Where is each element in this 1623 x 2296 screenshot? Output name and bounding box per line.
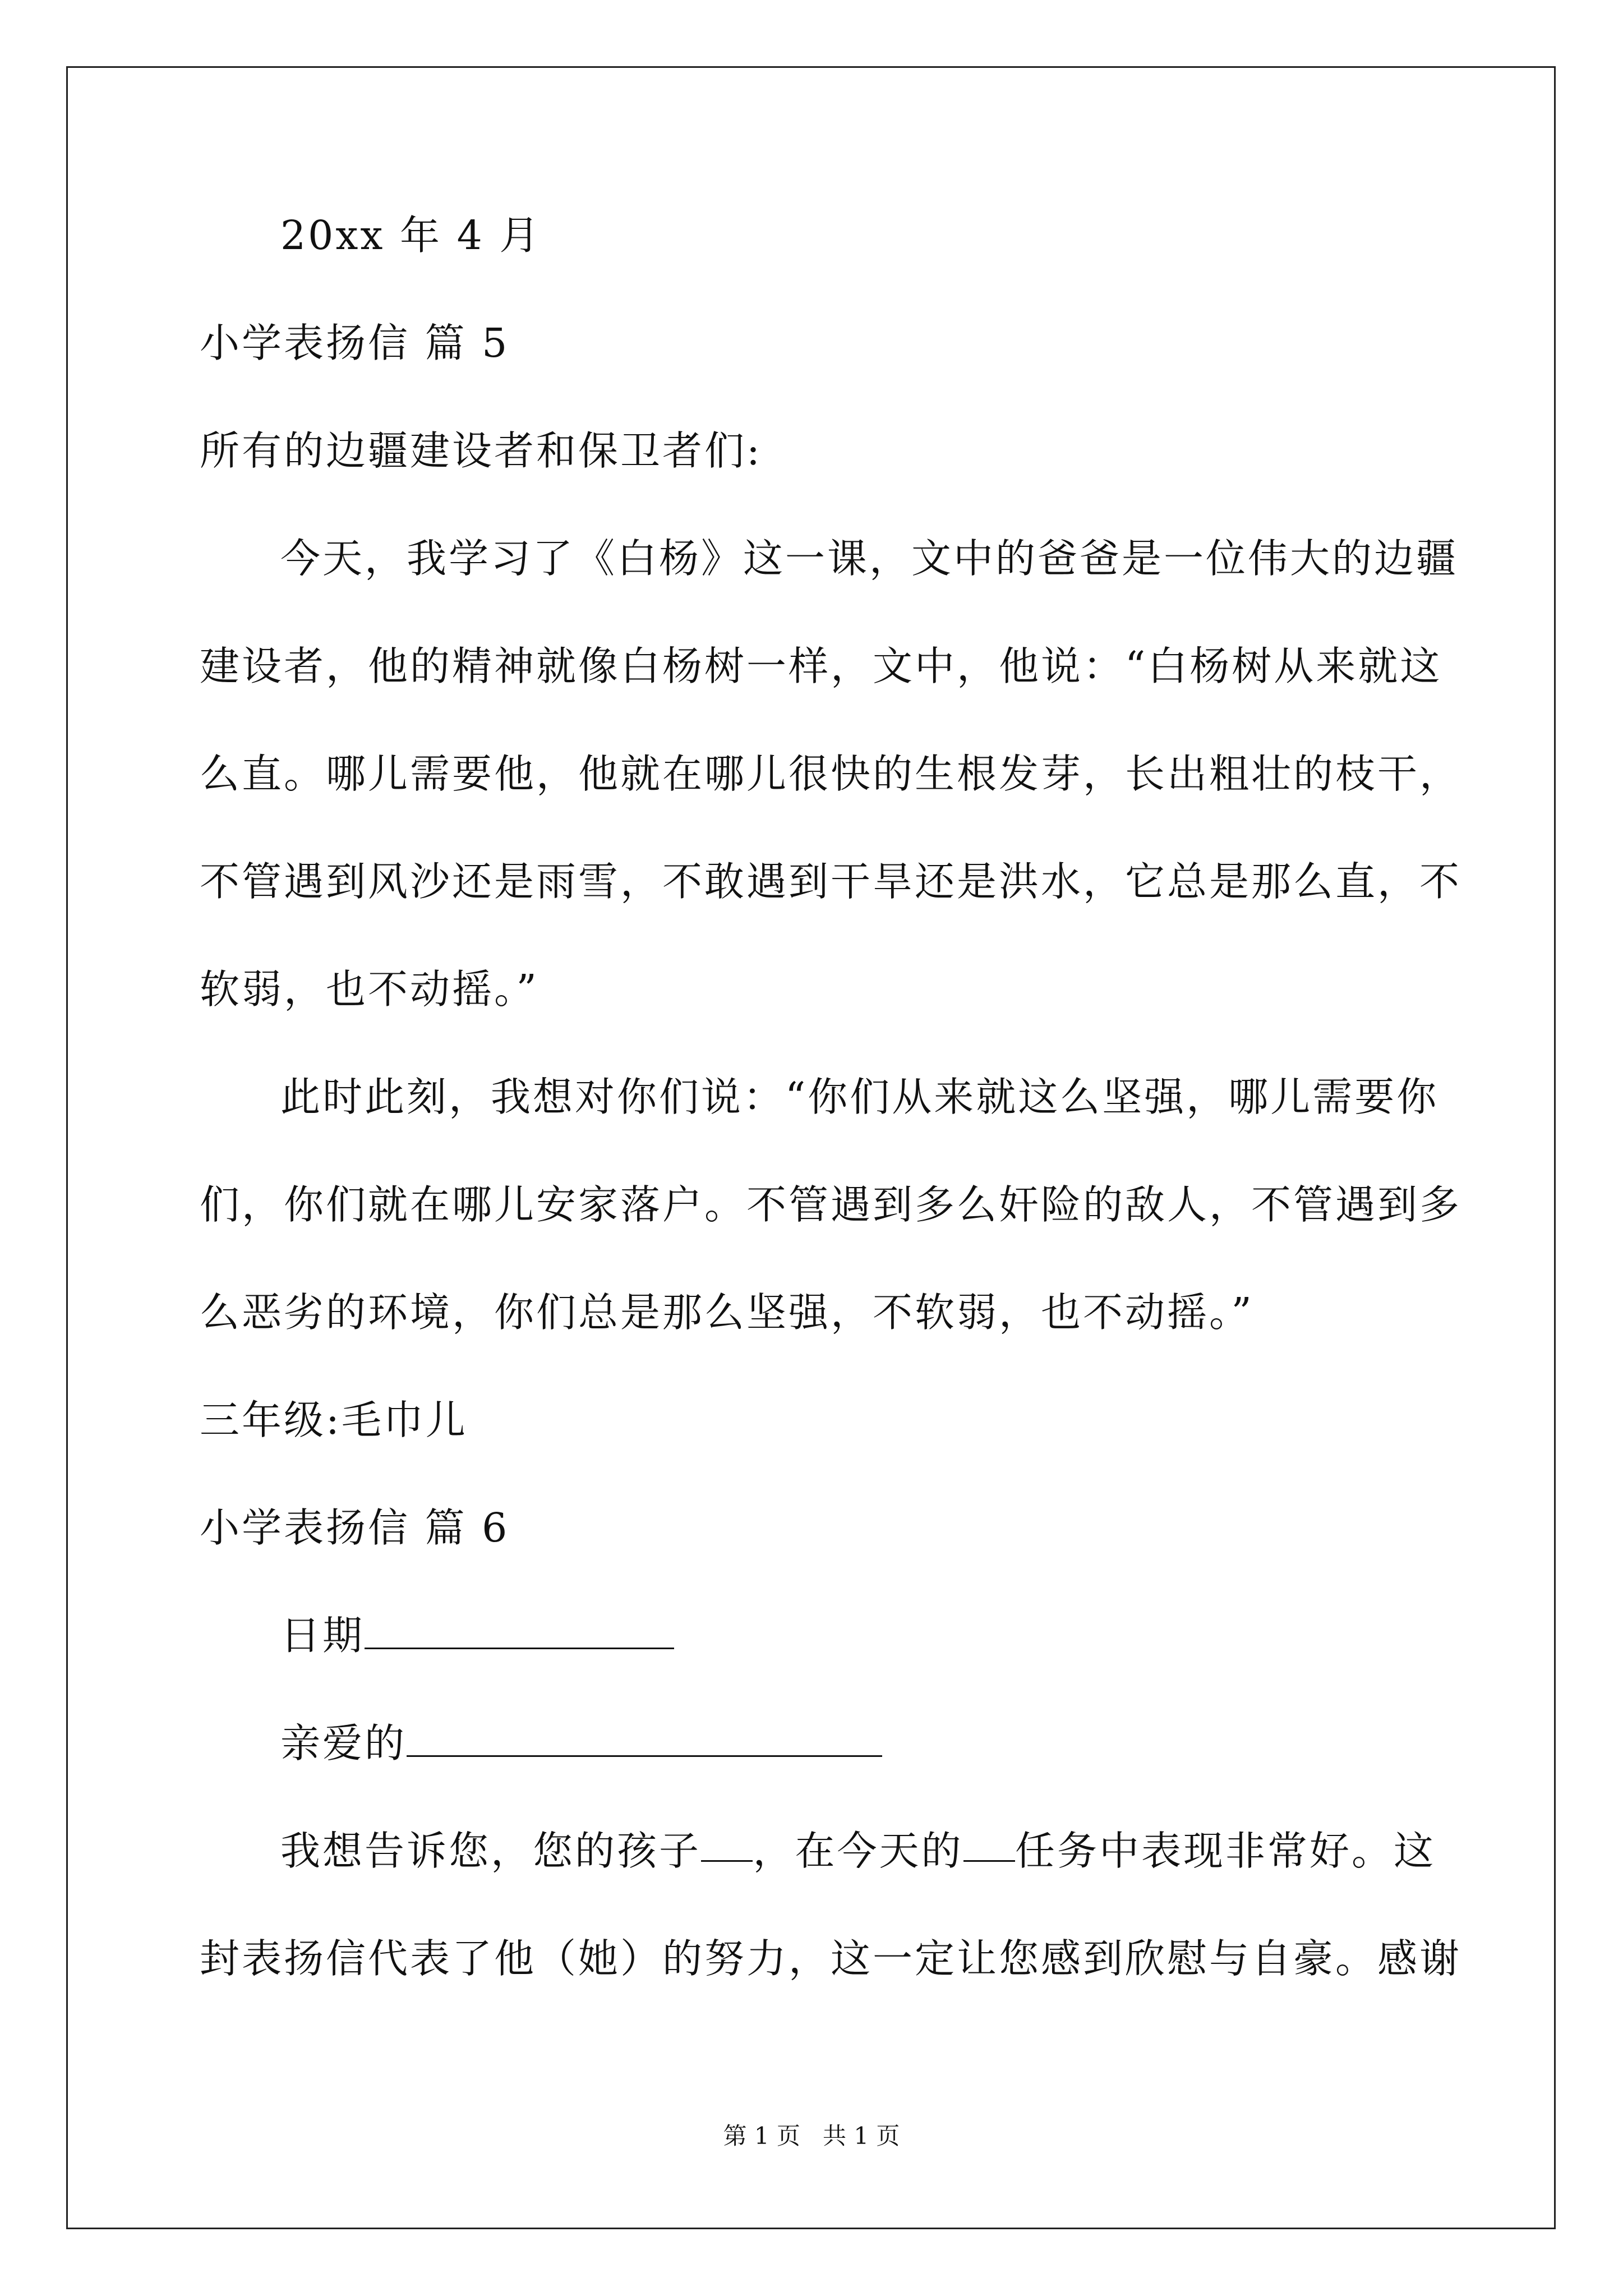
date-field-line <box>280 1608 674 1664</box>
paragraph-line: 么恶劣的环境，你们总是那么坚强，不软弱，也不动摇。” <box>200 1289 1254 1336</box>
signature: 三年级:毛巾儿 <box>200 1397 468 1443</box>
paragraph-line: 建设者，他的精神就像白杨树一样，文中，他说：“白杨树从来就这 <box>200 643 1442 689</box>
page-total: 共 1 页 <box>823 2122 900 2150</box>
dear-blank <box>407 1718 882 1757</box>
page-number: 第 1 页 <box>723 2122 800 2150</box>
date-line: 20xx 年 4 月 <box>280 212 542 259</box>
paragraph-line: 封表扬信代表了他（她）的努力，这一定让您感到欣慰与自豪。感谢 <box>200 1935 1462 1982</box>
section-5-heading: 小学表扬信 篇 5 <box>200 320 510 366</box>
paragraph-line: 么直。哪儿需要他，他就在哪儿很快的生根发芽，长出粗壮的枝干， <box>200 751 1462 797</box>
paragraph-line: 此时此刻，我想对你们说：“你们从来就这么坚强，哪儿需要你 <box>280 1074 1439 1120</box>
paragraph-line: 们，你们就在哪儿安家落户。不管遇到多么奸险的敌人，不管遇到多 <box>200 1181 1462 1228</box>
text-segment: ，在今天的 <box>753 1828 963 1874</box>
date-label: 日期 <box>280 1612 365 1659</box>
paragraph-line <box>280 1823 1436 1879</box>
paragraph-line: 不管遇到风沙还是雨雪，不敢遇到干旱还是洪水，它总是那么直，不 <box>200 858 1462 905</box>
page-footer <box>0 2119 1623 2153</box>
paragraph-line: 软弱，也不动摇。” <box>200 966 539 1013</box>
task-blank <box>963 1823 1015 1862</box>
dear-field-line <box>280 1715 882 1772</box>
text-segment: 我想告诉您，您的孩子 <box>280 1828 702 1874</box>
salutation: 所有的边疆建设者和保卫者们: <box>200 427 762 474</box>
child-name-blank <box>701 1823 753 1862</box>
section-6-heading: 小学表扬信 篇 6 <box>200 1504 510 1551</box>
paragraph-line: 今天，我学习了《白杨》这一课，文中的爸爸是一位伟大的边疆 <box>280 535 1459 582</box>
date-blank <box>365 1611 674 1649</box>
page-frame <box>66 66 1556 2229</box>
dear-label: 亲爱的 <box>280 1720 407 1766</box>
text-segment: 任务中表现非常好。这 <box>1015 1828 1436 1874</box>
